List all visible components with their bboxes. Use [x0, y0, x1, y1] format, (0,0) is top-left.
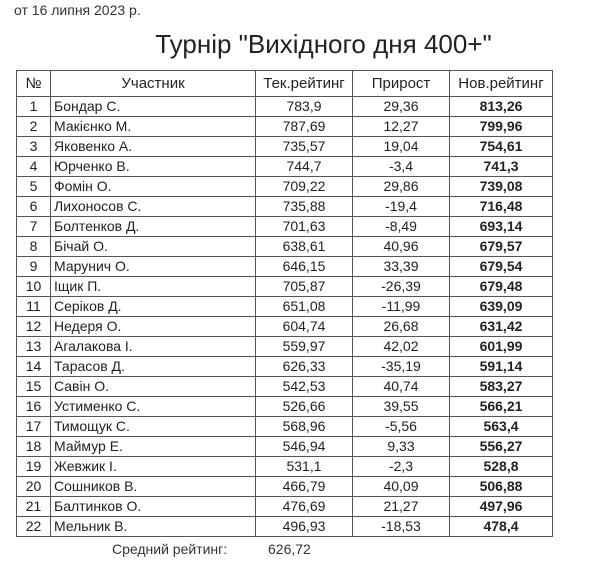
- cell-participant: Бічай О.: [51, 237, 256, 257]
- table-row: [17, 137, 553, 157]
- cell-participant: Жевжик І.: [51, 457, 256, 477]
- cell-new-rating: 679,48: [450, 277, 553, 297]
- cell-participant: Макієнко М.: [51, 117, 256, 137]
- table-row: [17, 157, 553, 177]
- cell-participant: Недеря О.: [51, 317, 256, 337]
- cell-participant: Сошников В.: [51, 477, 256, 497]
- table-header-row: [17, 71, 553, 97]
- cell-new-rating: 739,08: [450, 177, 553, 197]
- cell-number: 6: [17, 197, 51, 217]
- cell-current-rating: 651,08: [256, 297, 353, 317]
- cell-current-rating: 526,66: [256, 397, 353, 417]
- cell-participant: Болтенков Д.: [51, 217, 256, 237]
- cell-current-rating: 701,63: [256, 217, 353, 237]
- cell-increase: 26,68: [353, 317, 450, 337]
- cell-new-rating: 741,3: [450, 157, 553, 177]
- cell-increase: 29,86: [353, 177, 450, 197]
- results-table: [16, 70, 553, 537]
- cell-number: 19: [17, 457, 51, 477]
- cell-new-rating: 679,54: [450, 257, 553, 277]
- cell-participant: Іщик П.: [51, 277, 256, 297]
- cell-increase: 9,33: [353, 437, 450, 457]
- cell-number: 10: [17, 277, 51, 297]
- average-rating-value: 626,72: [268, 541, 311, 557]
- table-row: [17, 497, 553, 517]
- cell-participant: Маймур Е.: [51, 437, 256, 457]
- cell-increase: 40,96: [353, 237, 450, 257]
- cell-participant: Фомін О.: [51, 177, 256, 197]
- cell-participant: Мельник В.: [51, 517, 256, 537]
- cell-participant: Балтинков О.: [51, 497, 256, 517]
- header-new-rating: Нов.рейтинг: [450, 71, 553, 97]
- cell-current-rating: 568,96: [256, 417, 353, 437]
- cell-participant: Тарасов Д.: [51, 357, 256, 377]
- table-row: [17, 237, 553, 257]
- tournament-title-text: Турнір "Вихідного дня 400+": [155, 29, 492, 59]
- table-row: [17, 457, 553, 477]
- cell-number: 13: [17, 337, 51, 357]
- cell-increase: -35,19: [353, 357, 450, 377]
- average-rating-label: Средний рейтинг:: [112, 541, 228, 557]
- table-row: [17, 177, 553, 197]
- cell-increase: -5,56: [353, 417, 450, 437]
- cell-increase: 29,36: [353, 97, 450, 117]
- cell-increase: -18,53: [353, 517, 450, 537]
- cell-new-rating: 639,09: [450, 297, 553, 317]
- cell-increase: 19,04: [353, 137, 450, 157]
- cell-current-rating: 476,69: [256, 497, 353, 517]
- cell-number: 11: [17, 297, 51, 317]
- cell-current-rating: 787,69: [256, 117, 353, 137]
- cell-increase: -8,49: [353, 217, 450, 237]
- cell-new-rating: 528,8: [450, 457, 553, 477]
- cell-number: 1: [17, 97, 51, 117]
- cell-new-rating: 679,57: [450, 237, 553, 257]
- cell-number: 16: [17, 397, 51, 417]
- cell-number: 5: [17, 177, 51, 197]
- cell-current-rating: 559,97: [256, 337, 353, 357]
- cell-number: 17: [17, 417, 51, 437]
- cell-new-rating: 497,96: [450, 497, 553, 517]
- cell-increase: -26,39: [353, 277, 450, 297]
- cell-increase: 33,39: [353, 257, 450, 277]
- cell-participant: Бондар С.: [51, 97, 256, 117]
- cell-increase: 40,09: [353, 477, 450, 497]
- cell-participant: Яковенко А.: [51, 137, 256, 157]
- tournament-title: [0, 29, 589, 60]
- table-row: [17, 197, 553, 217]
- cell-number: 14: [17, 357, 51, 377]
- cell-number: 3: [17, 137, 51, 157]
- tournament-date: от 16 липня 2023 р.: [14, 2, 141, 18]
- cell-current-rating: 542,53: [256, 377, 353, 397]
- cell-increase: -3,4: [353, 157, 450, 177]
- cell-number: 21: [17, 497, 51, 517]
- table-row: [17, 357, 553, 377]
- results-body: [17, 97, 553, 537]
- cell-number: 2: [17, 117, 51, 137]
- cell-new-rating: 566,21: [450, 397, 553, 417]
- cell-new-rating: 591,14: [450, 357, 553, 377]
- table-row: [17, 117, 553, 137]
- cell-current-rating: 735,88: [256, 197, 353, 217]
- cell-increase: -11,99: [353, 297, 450, 317]
- cell-current-rating: 709,22: [256, 177, 353, 197]
- cell-new-rating: 813,26: [450, 97, 553, 117]
- cell-increase: 40,74: [353, 377, 450, 397]
- cell-number: 20: [17, 477, 51, 497]
- cell-number: 8: [17, 237, 51, 257]
- cell-number: 12: [17, 317, 51, 337]
- cell-new-rating: 754,61: [450, 137, 553, 157]
- table-row: [17, 257, 553, 277]
- cell-participant: Марунич О.: [51, 257, 256, 277]
- cell-new-rating: 556,27: [450, 437, 553, 457]
- cell-new-rating: 583,27: [450, 377, 553, 397]
- cell-new-rating: 799,96: [450, 117, 553, 137]
- cell-current-rating: 705,87: [256, 277, 353, 297]
- table-row: [17, 97, 553, 117]
- cell-participant: Тимощук С.: [51, 417, 256, 437]
- cell-increase: 21,27: [353, 497, 450, 517]
- table-row: [17, 377, 553, 397]
- cell-current-rating: 783,9: [256, 97, 353, 117]
- cell-new-rating: 601,99: [450, 337, 553, 357]
- table-row: [17, 417, 553, 437]
- cell-current-rating: 626,33: [256, 357, 353, 377]
- cell-number: 18: [17, 437, 51, 457]
- cell-participant: Устименко С.: [51, 397, 256, 417]
- cell-increase: 12,27: [353, 117, 450, 137]
- cell-participant: Лихоносов С.: [51, 197, 256, 217]
- cell-current-rating: 466,79: [256, 477, 353, 497]
- cell-current-rating: 744,7: [256, 157, 353, 177]
- cell-number: 9: [17, 257, 51, 277]
- cell-number: 4: [17, 157, 51, 177]
- table-row: [17, 397, 553, 417]
- cell-number: 15: [17, 377, 51, 397]
- cell-current-rating: 496,93: [256, 517, 353, 537]
- table-row: [17, 277, 553, 297]
- cell-number: 22: [17, 517, 51, 537]
- cell-current-rating: 646,15: [256, 257, 353, 277]
- cell-new-rating: 478,4: [450, 517, 553, 537]
- cell-current-rating: 735,57: [256, 137, 353, 157]
- cell-increase: -2,3: [353, 457, 450, 477]
- table-row: [17, 517, 553, 537]
- cell-number: 7: [17, 217, 51, 237]
- cell-new-rating: 631,42: [450, 317, 553, 337]
- cell-participant: Савін О.: [51, 377, 256, 397]
- cell-current-rating: 604,74: [256, 317, 353, 337]
- cell-current-rating: 638,61: [256, 237, 353, 257]
- header-participant: Участник: [51, 71, 256, 97]
- table-row: [17, 477, 553, 497]
- cell-participant: Серіков Д.: [51, 297, 256, 317]
- cell-new-rating: 716,48: [450, 197, 553, 217]
- table-row: [17, 217, 553, 237]
- header-increase: Прирост: [353, 71, 450, 97]
- cell-participant: Юрченко В.: [51, 157, 256, 177]
- header-current-rating: Тек.рейтинг: [256, 71, 353, 97]
- cell-increase: 42,02: [353, 337, 450, 357]
- cell-current-rating: 531,1: [256, 457, 353, 477]
- cell-new-rating: 506,88: [450, 477, 553, 497]
- header-number: №: [17, 71, 51, 97]
- cell-new-rating: 693,14: [450, 217, 553, 237]
- table-row: [17, 297, 553, 317]
- cell-increase: 39,55: [353, 397, 450, 417]
- table-row: [17, 337, 553, 357]
- table-row: [17, 317, 553, 337]
- table-row: [17, 437, 553, 457]
- cell-increase: -19,4: [353, 197, 450, 217]
- cell-participant: Агалакова І.: [51, 337, 256, 357]
- cell-current-rating: 546,94: [256, 437, 353, 457]
- cell-new-rating: 563,4: [450, 417, 553, 437]
